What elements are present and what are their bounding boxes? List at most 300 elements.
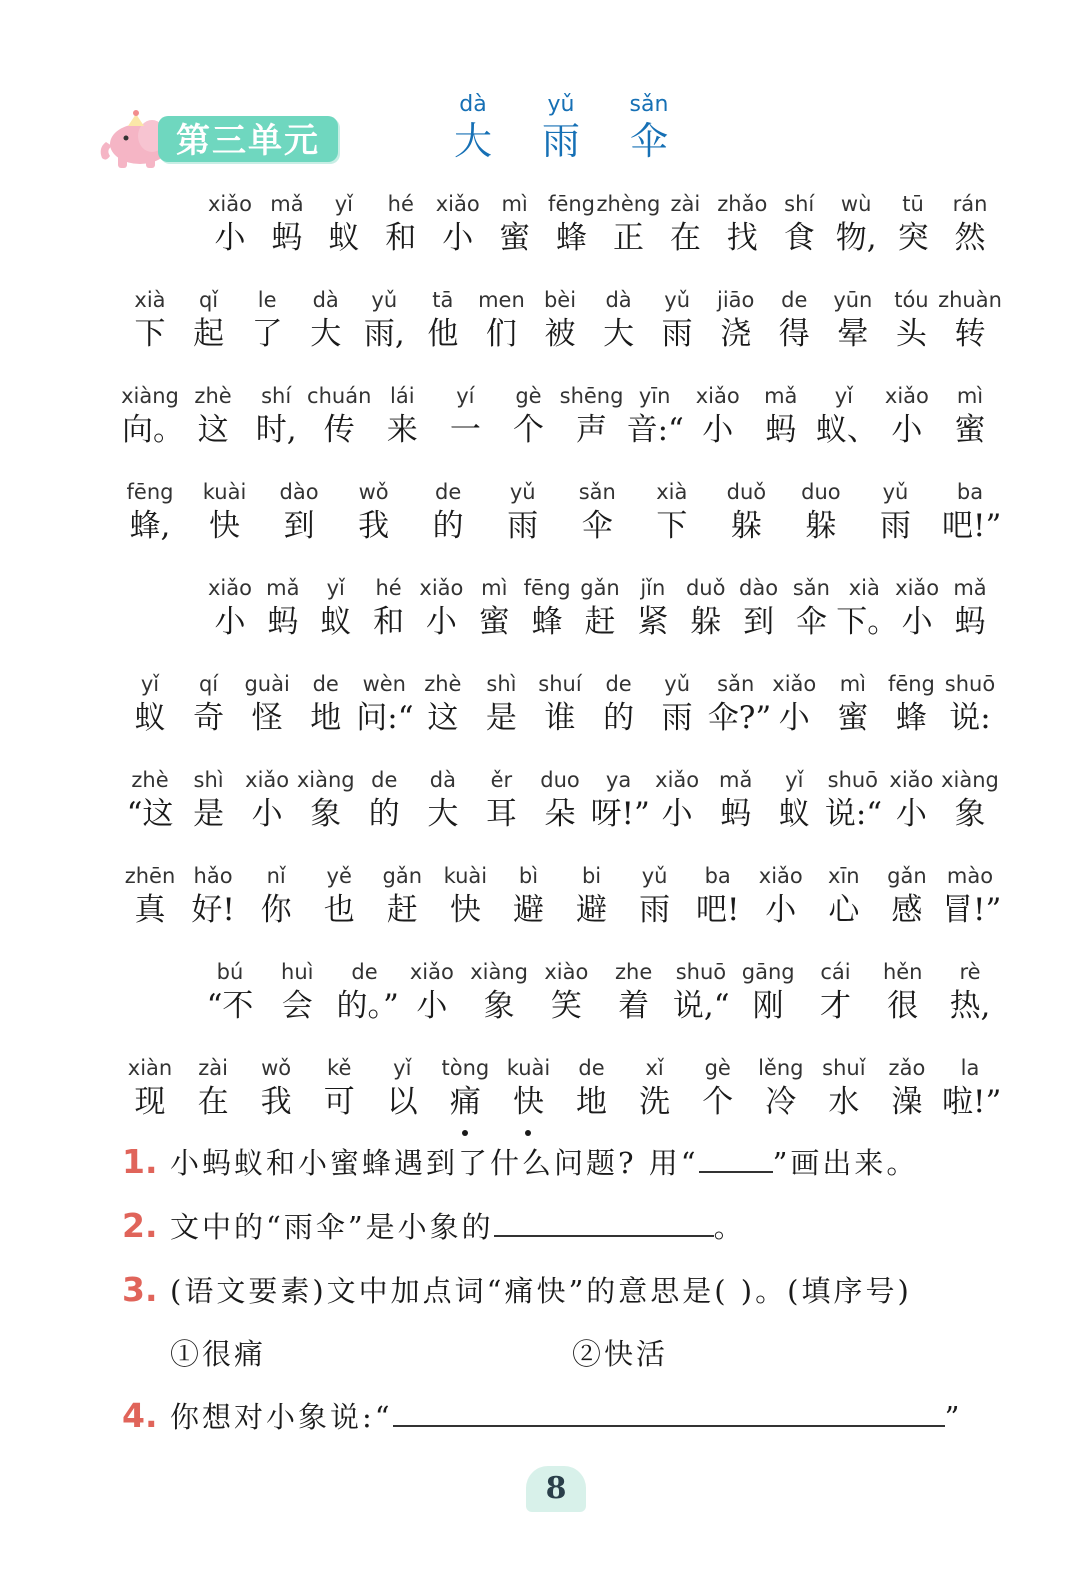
pinyin: xīn bbox=[828, 864, 860, 888]
hanzi: 啦!” bbox=[942, 1084, 1002, 1120]
hanzi: 吧! bbox=[695, 892, 740, 928]
answer-blank[interactable] bbox=[393, 1395, 945, 1427]
pinyin: de bbox=[578, 1056, 605, 1080]
question-number: 2. bbox=[122, 1206, 158, 1245]
pinyin: yǔ bbox=[641, 864, 668, 888]
pinyin: xiàng bbox=[470, 960, 528, 984]
title-pinyin: dà bbox=[459, 92, 487, 117]
pinyin: zǎo bbox=[888, 1056, 926, 1080]
hanzi: 的。” bbox=[336, 988, 399, 1024]
hanzi: 澡 bbox=[891, 1084, 923, 1120]
question-2 bbox=[122, 1202, 746, 1250]
hanzi: 然 bbox=[954, 220, 986, 256]
pinyin: xiǎo bbox=[208, 192, 252, 216]
hanzi: 蜂 bbox=[556, 220, 588, 256]
hanzi: 象 bbox=[310, 796, 342, 832]
hanzi: 正 bbox=[612, 220, 644, 256]
pinyin: fēng bbox=[126, 480, 174, 504]
pinyin: zhè bbox=[131, 768, 169, 792]
unit-badge-label: 第三单元 bbox=[176, 121, 320, 161]
hanzi: 躲 bbox=[690, 604, 722, 640]
pinyin: yǔ bbox=[882, 480, 909, 504]
pinyin: mǎ bbox=[953, 576, 987, 600]
hanzi: 到 bbox=[283, 508, 315, 544]
hanzi: 小 bbox=[778, 700, 810, 736]
hanzi: 大 bbox=[427, 796, 459, 832]
hanzi: 的 bbox=[368, 796, 400, 832]
pinyin: le bbox=[257, 288, 277, 312]
pinyin: shí bbox=[261, 384, 292, 408]
pinyin: zài bbox=[198, 1056, 228, 1080]
hanzi: 现 bbox=[134, 1084, 166, 1120]
unit-badge bbox=[96, 108, 346, 170]
hanzi: 朵 bbox=[544, 796, 576, 832]
hanzi: 蚂 bbox=[765, 412, 797, 448]
hanzi: 会 bbox=[281, 988, 313, 1024]
pinyin: ba bbox=[704, 864, 731, 888]
pinyin: bi bbox=[581, 864, 602, 888]
hanzi: 起 bbox=[193, 316, 225, 352]
emphasis-dot bbox=[462, 1130, 468, 1136]
hanzi: “这 bbox=[126, 796, 174, 832]
pinyin: xiǎo bbox=[695, 384, 740, 408]
hanzi: 蚂 bbox=[954, 604, 986, 640]
hanzi: 小 bbox=[442, 220, 474, 256]
hanzi: 小 bbox=[895, 796, 927, 832]
hanzi: 躲 bbox=[805, 508, 837, 544]
pinyin: xiǎo bbox=[409, 960, 454, 984]
hanzi: 小 bbox=[765, 892, 797, 928]
story-line bbox=[0, 574, 1080, 654]
hanzi: 蜂, bbox=[129, 508, 171, 544]
hanzi: 呀!” bbox=[590, 796, 650, 832]
pinyin: yě bbox=[326, 864, 352, 888]
pinyin: xiǎo bbox=[758, 864, 803, 888]
hanzi: 是 bbox=[193, 796, 225, 832]
pinyin: yǔ bbox=[664, 672, 691, 696]
hanzi: 也 bbox=[323, 892, 355, 928]
pinyin: shuí bbox=[538, 672, 582, 696]
hanzi: 笑 bbox=[550, 988, 582, 1024]
pinyin: xiǎo bbox=[208, 576, 252, 600]
title-pinyin: yǔ bbox=[547, 92, 575, 117]
pinyin: yǐ bbox=[326, 576, 345, 600]
pinyin: jiāo bbox=[717, 288, 755, 312]
hanzi: 好! bbox=[191, 892, 235, 928]
pinyin: yǐ bbox=[834, 384, 853, 408]
hanzi: 地 bbox=[310, 700, 342, 736]
hanzi: 着 bbox=[618, 988, 650, 1024]
pinyin: dà bbox=[312, 288, 339, 312]
pinyin: xià bbox=[134, 288, 166, 312]
hanzi: 小 bbox=[702, 412, 734, 448]
hanzi: 和 bbox=[373, 604, 405, 640]
story-line bbox=[0, 670, 1080, 750]
hanzi: 蜂 bbox=[895, 700, 927, 736]
pinyin: de bbox=[351, 960, 378, 984]
hanzi: 个 bbox=[512, 412, 544, 448]
answer-blank[interactable] bbox=[699, 1141, 773, 1173]
pinyin: dà bbox=[429, 768, 456, 792]
hanzi: 洗 bbox=[639, 1084, 671, 1120]
emphasis-dot bbox=[525, 1130, 531, 1136]
question-4 bbox=[122, 1392, 962, 1440]
pinyin: dào bbox=[739, 576, 779, 600]
hanzi: 赶 bbox=[584, 604, 616, 640]
pinyin: xiǎo bbox=[655, 768, 700, 792]
hanzi: 快 bbox=[512, 1084, 544, 1120]
hanzi: 小 bbox=[214, 604, 246, 640]
hanzi: 水 bbox=[828, 1084, 860, 1120]
pinyin: gǎn bbox=[887, 864, 927, 888]
hanzi: 他 bbox=[427, 316, 459, 352]
story-line bbox=[0, 1054, 1080, 1134]
title-char bbox=[526, 92, 596, 164]
hanzi: 这 bbox=[197, 412, 229, 448]
hanzi: 蜂 bbox=[531, 604, 563, 640]
pinyin: lěng bbox=[758, 1056, 804, 1080]
pinyin: tā bbox=[432, 288, 454, 312]
pinyin: huì bbox=[281, 960, 314, 984]
pinyin: shuō bbox=[944, 672, 996, 696]
hanzi: 浇 bbox=[720, 316, 752, 352]
hanzi: 到 bbox=[743, 604, 775, 640]
story-line bbox=[0, 382, 1080, 462]
pinyin: mào bbox=[946, 864, 994, 888]
pinyin: sǎn bbox=[578, 480, 616, 504]
hanzi: 我 bbox=[358, 508, 390, 544]
hanzi: 时, bbox=[255, 412, 297, 448]
pinyin: yǐ bbox=[785, 768, 804, 792]
pinyin: men bbox=[478, 288, 525, 312]
hanzi: 雨 bbox=[879, 508, 911, 544]
hanzi: 下。 bbox=[836, 604, 899, 640]
hanzi: 的 bbox=[603, 700, 635, 736]
pinyin: mì bbox=[839, 672, 866, 696]
hanzi: 雨 bbox=[507, 508, 539, 544]
pinyin: gè bbox=[515, 384, 542, 408]
pinyin: wǒ bbox=[358, 480, 389, 504]
pinyin: zhèng bbox=[596, 192, 661, 216]
hanzi: 声 bbox=[576, 412, 608, 448]
pinyin: yí bbox=[456, 384, 475, 408]
pinyin: gǎn bbox=[580, 576, 620, 600]
pinyin: gǎn bbox=[382, 864, 423, 888]
pinyin: xiàng bbox=[121, 384, 179, 408]
hanzi: 头 bbox=[895, 316, 927, 352]
hanzi: 热, bbox=[949, 988, 991, 1024]
pinyin: yǔ bbox=[371, 288, 398, 312]
hanzi: 向。 bbox=[122, 412, 184, 448]
question-text: (语文要素)文中加点词“痛快”的意思是( )。(填序号) bbox=[170, 1274, 912, 1308]
hanzi: 以 bbox=[386, 1084, 418, 1120]
pinyin: bú bbox=[216, 960, 244, 984]
pinyin: fēng bbox=[887, 672, 935, 696]
hanzi: 问:“ bbox=[356, 700, 414, 736]
question-1 bbox=[122, 1138, 918, 1186]
hanzi: 传 bbox=[323, 412, 355, 448]
question-text: 小蚂蚁和小蜜蜂遇到了什么问题? 用“ bbox=[170, 1146, 699, 1180]
pinyin: xiǎo bbox=[772, 672, 817, 696]
hanzi: 伞 bbox=[581, 508, 613, 544]
pinyin: yǐ bbox=[334, 192, 353, 216]
pinyin: sǎn bbox=[792, 576, 830, 600]
pinyin: shēng bbox=[559, 384, 624, 408]
pinyin: mì bbox=[956, 384, 984, 408]
question-text: ” bbox=[944, 1400, 963, 1434]
pinyin: tòng bbox=[441, 1056, 490, 1080]
pinyin: zài bbox=[670, 192, 701, 216]
hanzi: 很 bbox=[887, 988, 919, 1024]
hanzi: 冷 bbox=[765, 1084, 797, 1120]
hanzi: 音:“ bbox=[626, 412, 684, 448]
pinyin: duǒ bbox=[726, 480, 767, 504]
pinyin: guài bbox=[244, 672, 290, 696]
pinyin: ya bbox=[605, 768, 632, 792]
pinyin: bì bbox=[518, 864, 539, 888]
pinyin: de bbox=[435, 480, 462, 504]
pinyin: shuō bbox=[675, 960, 727, 984]
pinyin: bèi bbox=[543, 288, 577, 312]
title-char bbox=[614, 92, 684, 164]
hanzi: 怪 bbox=[251, 700, 283, 736]
hanzi: 吧!” bbox=[942, 508, 1002, 544]
hanzi: 感 bbox=[891, 892, 923, 928]
hanzi: 说,“ bbox=[672, 988, 730, 1024]
hanzi: 蚂 bbox=[271, 220, 303, 256]
title-hanzi: 大 bbox=[453, 119, 492, 163]
pinyin: jǐn bbox=[640, 576, 666, 600]
story-line bbox=[0, 190, 1080, 270]
pinyin: xiào bbox=[544, 960, 589, 984]
option-1[interactable]: ①很痛 bbox=[170, 1337, 267, 1371]
hanzi: 避 bbox=[576, 892, 608, 928]
hanzi: 雨, bbox=[363, 316, 405, 352]
pinyin: xiǎo bbox=[889, 768, 934, 792]
hanzi: 才 bbox=[819, 988, 851, 1024]
pinyin: gāng bbox=[741, 960, 795, 984]
hanzi: 谁 bbox=[544, 700, 576, 736]
question-number: 4. bbox=[122, 1396, 158, 1435]
hanzi: 真 bbox=[134, 892, 166, 928]
pinyin: mǎ bbox=[266, 576, 300, 600]
pinyin: zhe bbox=[614, 960, 653, 984]
hanzi: 们 bbox=[485, 316, 517, 352]
hanzi: 耳 bbox=[485, 796, 517, 832]
pinyin: yǐ bbox=[393, 1056, 412, 1080]
pinyin: shuǐ bbox=[822, 1056, 866, 1080]
hanzi: 心 bbox=[828, 892, 860, 928]
pinyin: yīn bbox=[638, 384, 671, 408]
hanzi: 这 bbox=[427, 700, 459, 736]
hanzi: 冒!” bbox=[942, 892, 1002, 928]
pinyin: mǎ bbox=[270, 192, 304, 216]
option-2[interactable]: ②快活 bbox=[572, 1337, 669, 1371]
pinyin: kě bbox=[327, 1056, 352, 1080]
pinyin: duo bbox=[801, 480, 841, 504]
pinyin: hǎo bbox=[193, 864, 233, 888]
pinyin: zhuàn bbox=[938, 288, 1002, 312]
hanzi: 蚁 bbox=[328, 220, 360, 256]
pinyin: zhǎo bbox=[717, 192, 768, 216]
hanzi: 伞?” bbox=[707, 700, 772, 736]
hanzi: 下 bbox=[656, 508, 688, 544]
hanzi: 小 bbox=[425, 604, 457, 640]
pinyin: la bbox=[960, 1056, 980, 1080]
pinyin: yūn bbox=[833, 288, 873, 312]
question-number: 3. bbox=[122, 1270, 158, 1309]
hanzi: 找 bbox=[726, 220, 758, 256]
hanzi: 你 bbox=[260, 892, 292, 928]
pinyin: dào bbox=[279, 480, 319, 504]
hanzi: 在 bbox=[197, 1084, 229, 1120]
pinyin: hé bbox=[387, 192, 414, 216]
hanzi: 蜜 bbox=[954, 412, 986, 448]
hanzi: 蚁 bbox=[320, 604, 352, 640]
hanzi: 雨 bbox=[661, 700, 693, 736]
hanzi: 蚂 bbox=[267, 604, 299, 640]
pinyin: mǎ bbox=[719, 768, 753, 792]
hanzi: 晕 bbox=[837, 316, 869, 352]
pinyin: qǐ bbox=[198, 288, 219, 312]
hanzi: 快 bbox=[209, 508, 241, 544]
pinyin: de bbox=[605, 672, 632, 696]
hanzi: 蚁、 bbox=[815, 412, 878, 448]
pinyin: nǐ bbox=[266, 864, 286, 888]
pinyin: shì bbox=[486, 672, 517, 696]
pinyin: fēng bbox=[548, 192, 595, 216]
pinyin: xià bbox=[848, 576, 880, 600]
pinyin: rè bbox=[959, 960, 981, 984]
question-text: 。 bbox=[713, 1210, 746, 1244]
hanzi: 蚂 bbox=[720, 796, 752, 832]
pinyin: zhēn bbox=[124, 864, 176, 888]
pinyin: duo bbox=[540, 768, 580, 792]
hanzi: 小 bbox=[891, 412, 923, 448]
hanzi: 的 bbox=[432, 508, 464, 544]
pinyin: chuán bbox=[307, 384, 372, 408]
pinyin: sǎn bbox=[717, 672, 755, 696]
hanzi: 蜜 bbox=[837, 700, 869, 736]
story-line bbox=[0, 766, 1080, 846]
hanzi: 一 bbox=[449, 412, 481, 448]
question-text: ”画出来。 bbox=[772, 1146, 919, 1180]
pinyin: xiǎo bbox=[435, 192, 480, 216]
page-number: 8 bbox=[545, 1471, 567, 1506]
hanzi: 我 bbox=[260, 1084, 292, 1120]
hanzi: 食 bbox=[783, 220, 815, 256]
question-text: 你想对小象说:“ bbox=[170, 1400, 393, 1434]
pinyin: wèn bbox=[362, 672, 406, 696]
hanzi: 小 bbox=[661, 796, 693, 832]
hanzi: 小 bbox=[214, 220, 246, 256]
hanzi: 说:“ bbox=[824, 796, 883, 832]
hanzi: 说: bbox=[949, 700, 991, 736]
hanzi: 雨 bbox=[661, 316, 693, 352]
pinyin: gè bbox=[704, 1056, 731, 1080]
pinyin: de bbox=[312, 672, 339, 696]
hanzi: 地 bbox=[576, 1084, 608, 1120]
pinyin: xiǎo bbox=[884, 384, 929, 408]
hanzi: 蜜 bbox=[478, 604, 510, 640]
pinyin: kuài bbox=[443, 864, 488, 888]
pinyin: kuài bbox=[202, 480, 247, 504]
hanzi: 在 bbox=[669, 220, 701, 256]
pinyin: xǐ bbox=[645, 1056, 664, 1080]
hanzi: 快 bbox=[449, 892, 481, 928]
hanzi: 小 bbox=[901, 604, 933, 640]
pinyin: kuài bbox=[506, 1056, 551, 1080]
hanzi: 蚁 bbox=[778, 796, 810, 832]
story-line bbox=[0, 478, 1080, 558]
hanzi: “不 bbox=[206, 988, 254, 1024]
story-line bbox=[0, 958, 1080, 1038]
pinyin: hěn bbox=[882, 960, 923, 984]
hanzi: 蚁 bbox=[134, 700, 166, 736]
lesson-title bbox=[438, 92, 678, 168]
hanzi: 蜜 bbox=[499, 220, 531, 256]
hanzi: 象 bbox=[483, 988, 515, 1024]
hanzi: 是 bbox=[485, 700, 517, 736]
title-char bbox=[438, 92, 508, 164]
pinyin: yǔ bbox=[664, 288, 691, 312]
hanzi: 紧 bbox=[637, 604, 669, 640]
pinyin: ěr bbox=[490, 768, 513, 792]
pinyin: zhè bbox=[194, 384, 232, 408]
pinyin: xiǎo bbox=[895, 576, 940, 600]
hanzi: 和 bbox=[385, 220, 417, 256]
pinyin: yǐ bbox=[140, 672, 160, 696]
hanzi: 大 bbox=[603, 316, 635, 352]
pinyin: lái bbox=[390, 384, 415, 408]
title-pinyin: sǎn bbox=[629, 92, 669, 117]
hanzi: 个 bbox=[702, 1084, 734, 1120]
pinyin: mì bbox=[481, 576, 508, 600]
pinyin: xiàng bbox=[296, 768, 355, 792]
hanzi: 得 bbox=[778, 316, 810, 352]
pinyin: shuō bbox=[827, 768, 879, 792]
title-hanzi: 伞 bbox=[629, 119, 668, 163]
answer-blank[interactable] bbox=[494, 1205, 714, 1237]
hanzi: 物, bbox=[835, 220, 877, 256]
hanzi: 奇 bbox=[193, 700, 225, 736]
question-3 bbox=[122, 1266, 912, 1314]
pinyin: xiàn bbox=[127, 1056, 173, 1080]
hanzi: 突 bbox=[897, 220, 929, 256]
hanzi: 可 bbox=[323, 1084, 355, 1120]
pinyin: xiǎo bbox=[245, 768, 290, 792]
hanzi: 小 bbox=[416, 988, 448, 1024]
hanzi: 躲 bbox=[730, 508, 762, 544]
pinyin: cái bbox=[820, 960, 851, 984]
pinyin: ba bbox=[956, 480, 984, 504]
pinyin: shí bbox=[784, 192, 815, 216]
question-text: 文中的“雨伞”是小象的 bbox=[170, 1210, 494, 1244]
hanzi: 雨 bbox=[639, 892, 671, 928]
pinyin: duǒ bbox=[685, 576, 726, 600]
pinyin: fēng bbox=[523, 576, 571, 600]
pinyin: rán bbox=[952, 192, 988, 216]
pinyin: shì bbox=[193, 768, 224, 792]
pinyin: de bbox=[781, 288, 808, 312]
pinyin: mì bbox=[501, 192, 528, 216]
hanzi: 了 bbox=[251, 316, 283, 352]
pinyin: tóu bbox=[894, 288, 929, 312]
hanzi: 来 bbox=[386, 412, 418, 448]
hanzi: 小 bbox=[251, 796, 283, 832]
pinyin: wǒ bbox=[261, 1056, 292, 1080]
pinyin: dà bbox=[605, 288, 632, 312]
